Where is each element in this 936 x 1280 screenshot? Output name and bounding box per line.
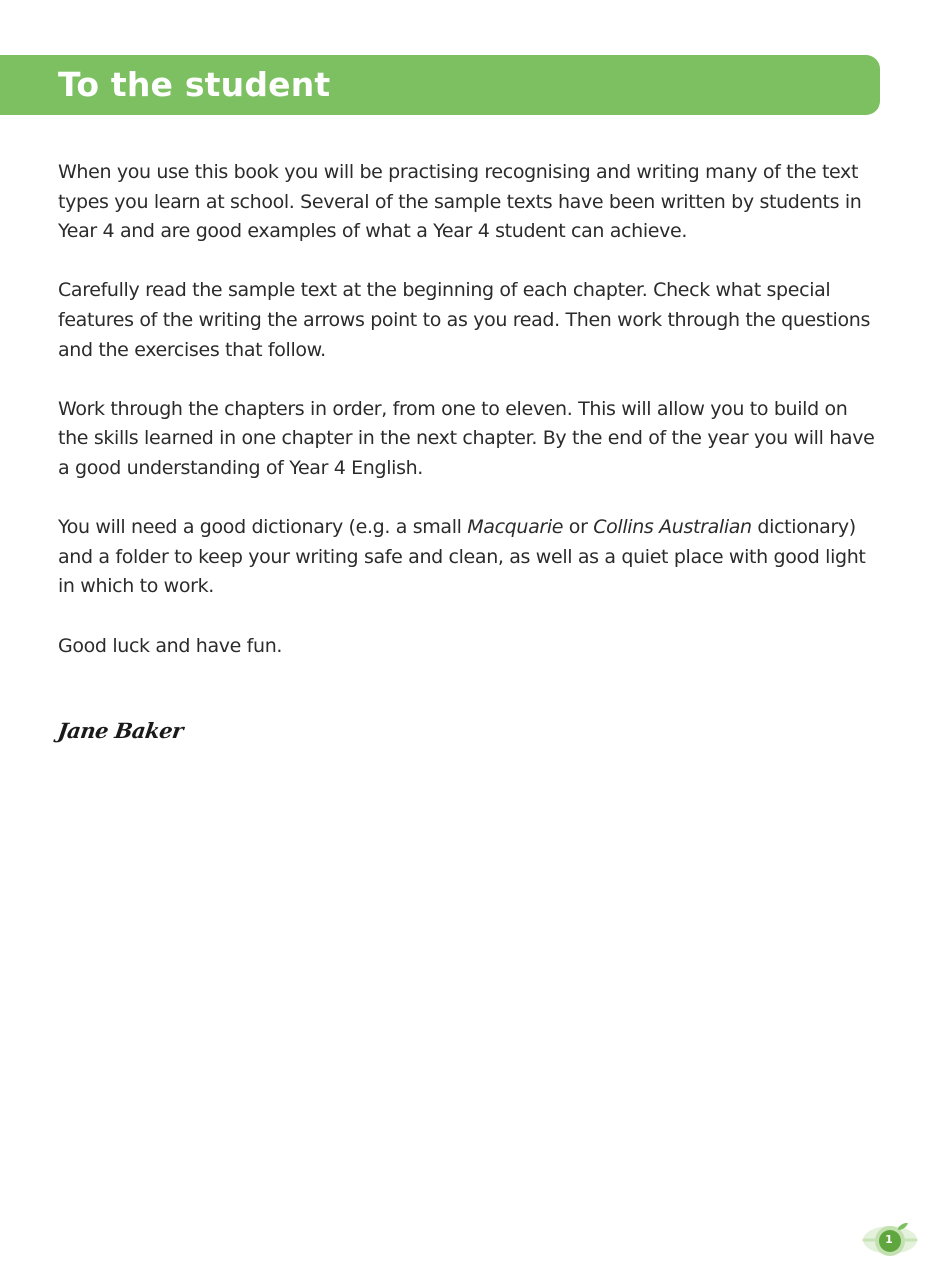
dictionary-title-macquarie: Macquarie bbox=[467, 516, 564, 539]
body-text bbox=[58, 158, 878, 691]
dictionary-text-part-1: You will need a good dictionary (e.g. a small bbox=[58, 516, 468, 539]
page-title: To the student bbox=[58, 65, 331, 104]
paragraph-intro: When you use this book you will be practising recognising and writing many of the text types you learn at school. Several of the sample texts have been written by students in Year 4 and are good examples of what a Year 4 student can achieve. bbox=[58, 161, 862, 243]
paragraph-chapters: Work through the chapters in order, from one to eleven. This will allow you to build on the skills learned in one chapter in the next chapter. By the end of the year you will have a good understanding of Year 4 English. bbox=[58, 397, 875, 479]
header-band bbox=[0, 55, 880, 115]
paragraph-sample-text: Carefully read the sample text at the beginning of each chapter. Check what special features of the writing the arrows point to as you read. Then work through the questions and the exercises that follow. bbox=[58, 279, 870, 361]
paragraph-closing: Good luck and have fun. bbox=[58, 634, 283, 657]
dictionary-text-part-2: or bbox=[563, 516, 594, 539]
page-number: 1 bbox=[885, 1233, 893, 1246]
dictionary-title-collins: Collins Australian bbox=[593, 516, 752, 539]
paragraph-dictionary bbox=[58, 513, 878, 602]
dictionary-text-part-3: dictionary) and a folder to keep your writing safe and clean, as well as a quiet place with good light in which to work. bbox=[58, 516, 866, 598]
author-signature: Jane Baker bbox=[56, 718, 185, 743]
